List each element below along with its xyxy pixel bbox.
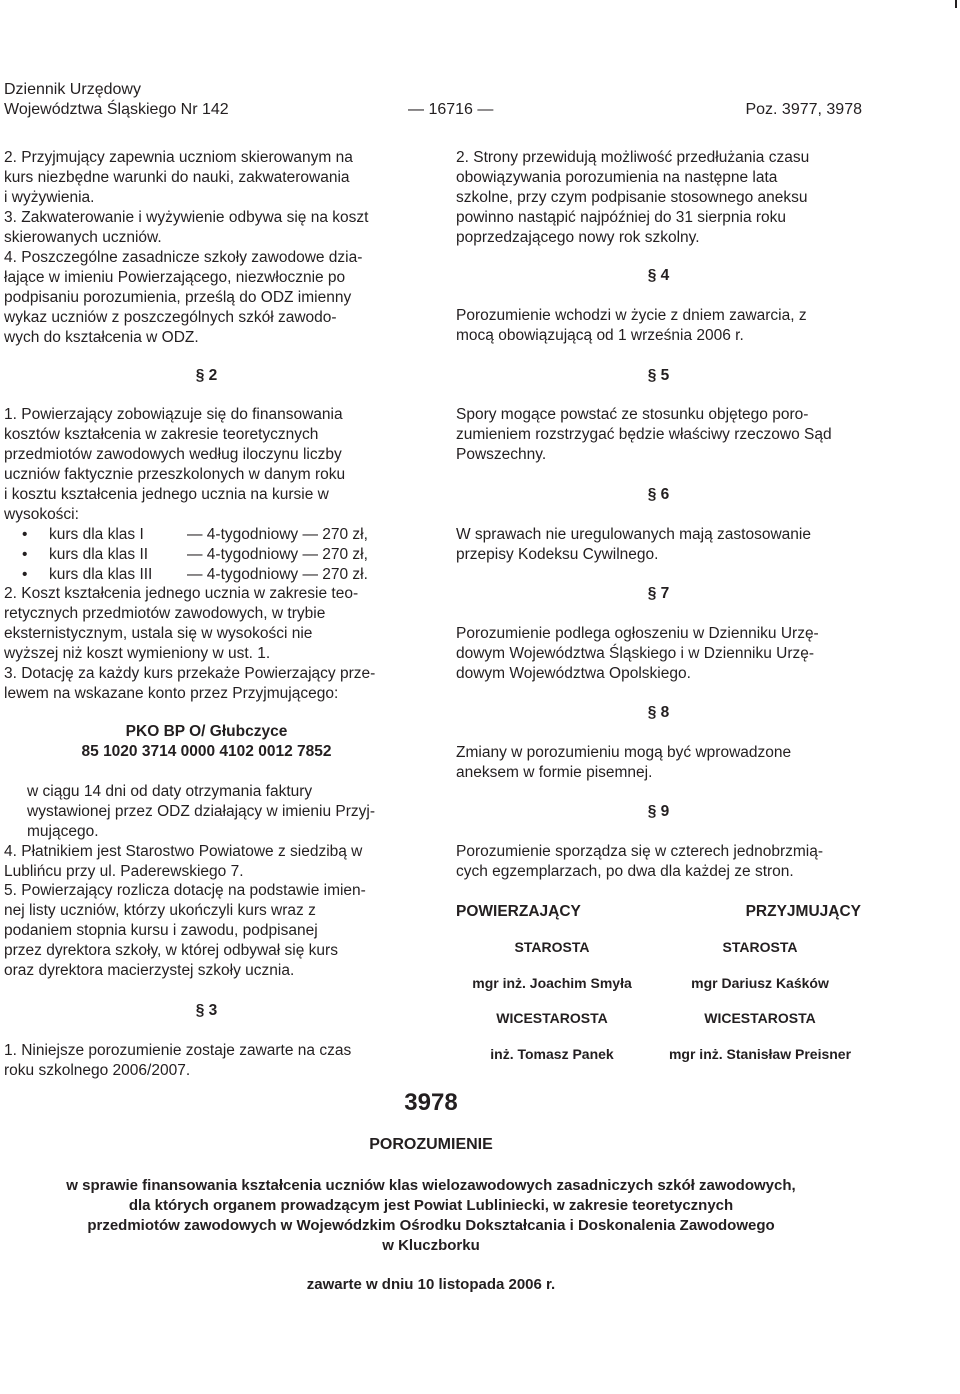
text-line: powinno nastąpić najpóźniej do 31 sierpnia roku bbox=[456, 209, 787, 226]
text-line: dla których organem prowadzącym jest Powiat Lubliniecki, w zakresie teoretycznych bbox=[128, 1197, 734, 1214]
text-line: kosztów kształcenia w zakresie teoretycznych bbox=[4, 426, 319, 443]
text-line: nej listy uczniów, którzy ukończyli kurs wraz z bbox=[4, 902, 316, 919]
text-line: łające w imieniu Powierzającego, niezwłocznie po bbox=[4, 269, 346, 286]
position-number: Poz. 3977, 3978 bbox=[745, 101, 862, 118]
text-line: wykaz uczniów z poszczególnych szkół zawodo- bbox=[4, 309, 337, 326]
text-line: 1. Powierzający zobowiązuje się do finansowania bbox=[4, 406, 343, 423]
act-subject bbox=[0, 1176, 862, 1256]
act-title: POROZUMIENIE bbox=[369, 1136, 493, 1153]
text-line: roku szkolnego 2006/2007. bbox=[4, 1062, 191, 1079]
course-name: kurs dla klas III bbox=[49, 566, 153, 583]
text-line: Spory mogące powstać ze stosunku objętego poro- bbox=[456, 406, 809, 423]
left-signatory-title: STAROSTA bbox=[514, 939, 590, 955]
text-line: Powszechny. bbox=[456, 446, 547, 463]
section-3-paragraph-1 bbox=[4, 1041, 351, 1081]
text-line: 2. Koszt kształcenia jednego ucznia w zakresie teo- bbox=[4, 585, 359, 602]
section-2-heading: § 2 bbox=[195, 367, 218, 384]
text-line: eksternistycznym, ustala się w wysokości nie bbox=[4, 625, 313, 642]
text-line: kurs niezbędne warunki do nauki, zakwaterowania bbox=[4, 169, 350, 186]
text-line: Lublińcu przy ul. Paderewskiego 7. bbox=[4, 863, 244, 880]
section-9-heading: § 9 bbox=[647, 803, 670, 820]
right-signatory-title: STAROSTA bbox=[722, 939, 798, 955]
text-line: obowiązywania porozumienia na następne lata bbox=[456, 169, 778, 186]
text-line: Porozumienie wchodzi w życie z dniem zawarcia, z bbox=[456, 307, 807, 324]
left-paragraph-3 bbox=[4, 208, 368, 248]
text-line: 1. Niniejsze porozumienie zostaje zawarte na czas bbox=[4, 1042, 352, 1059]
text-line: Zmiany w porozumieniu mogą być wprowadzone bbox=[456, 744, 792, 761]
bank-account-number: 85 1020 3714 0000 4102 0012 7852 bbox=[81, 743, 332, 760]
text-line: oraz dyrektora macierzystej szkoły ucznia. bbox=[4, 962, 295, 979]
text-line: Porozumienie podlega ogłoszeniu w Dzienniku Urzę- bbox=[456, 625, 819, 642]
text-line: w ciągu 14 dni od daty otrzymania faktury bbox=[27, 783, 313, 800]
text-line: 5. Powierzający rozlicza dotację na podstawie imien- bbox=[4, 882, 366, 899]
text-line: 2. Strony przewidują możliwość przedłużania czasu bbox=[456, 149, 810, 166]
left-paragraph-4 bbox=[4, 248, 362, 348]
section-6-text bbox=[456, 525, 811, 565]
text-line: szkolne, przy czym podpisanie stosownego aneksu bbox=[456, 189, 808, 206]
section-5-heading: § 5 bbox=[647, 367, 670, 384]
left-signatory-name-2: inż. Tomasz Panek bbox=[490, 1046, 614, 1062]
text-line: zumieniem rozstrzygać będzie właściwy rzeczowo Sąd bbox=[456, 426, 832, 443]
text-line: przez dyrektora szkoły, w której odbywał się kurs bbox=[4, 942, 338, 959]
text-line: wyższej niż koszt wymieniony w ust. 1. bbox=[4, 645, 271, 662]
text-line: Porozumienie sporządza się w czterech jednobrzmią- bbox=[456, 843, 823, 860]
section-4-text bbox=[456, 306, 807, 346]
section-5-text bbox=[456, 405, 832, 465]
section-8-heading: § 8 bbox=[647, 704, 670, 721]
page-number: — 16716 — bbox=[408, 101, 494, 118]
course-name: kurs dla klas I bbox=[49, 526, 144, 543]
text-line: wych do kształcenia w ODZ. bbox=[4, 329, 199, 346]
right-signatory-name: mgr Dariusz Kaśków bbox=[691, 975, 829, 991]
section-2-paragraph-3 bbox=[4, 664, 375, 704]
course-cost: — 4-tygodniowy — 270 zł, bbox=[187, 546, 368, 563]
text-line: przepisy Kodeksu Cywilnego. bbox=[456, 546, 659, 563]
text-line: i wyżywienia. bbox=[4, 189, 95, 206]
section-7-text bbox=[456, 624, 819, 684]
course-name: kurs dla klas II bbox=[49, 546, 149, 563]
text-line: mującego. bbox=[27, 823, 99, 840]
act-date: zawarte w dniu 10 listopada 2006 r. bbox=[306, 1276, 556, 1293]
text-line: lewem na wskazane konto przez Przyjmującego: bbox=[4, 685, 339, 702]
text-line: wysokości: bbox=[4, 506, 79, 523]
text-line: poprzedzającego nowy rok szkolny. bbox=[456, 229, 700, 246]
section-2-paragraph-1 bbox=[4, 405, 345, 525]
text-line: przedmiotów zawodowych w Wojewódzkim Ośrodku Dokształcania i Doskonalenia Zawodowego bbox=[87, 1217, 775, 1234]
section-8-text bbox=[456, 743, 791, 783]
section-2-paragraph-4 bbox=[4, 842, 362, 882]
text-line: i kosztu kształcenia jednego ucznia na kursie w bbox=[4, 486, 329, 503]
bullet-icon: • bbox=[22, 546, 28, 563]
left-paragraph-2 bbox=[4, 148, 353, 208]
section-3-heading: § 3 bbox=[195, 1002, 218, 1019]
left-signatory-name: mgr inż. Joachim Smyła bbox=[472, 975, 632, 991]
text-line: w Kluczborku bbox=[382, 1237, 480, 1254]
left-signatory-title-2: WICESTAROSTA bbox=[496, 1010, 608, 1026]
text-line: uczniów faktycznie przeszkolonych w danym roku bbox=[4, 466, 346, 483]
section-2-paragraph-5 bbox=[4, 881, 366, 981]
section-2-paragraph-2 bbox=[4, 584, 358, 664]
text-line: skierowanych uczniów. bbox=[4, 229, 162, 246]
payment-deadline-text bbox=[27, 782, 375, 842]
text-line: dowym Województwa Śląskiego i w Dzienniku Urzę- bbox=[456, 645, 815, 662]
text-line: wystawionej przez ODZ działający w imieniu Przyj- bbox=[27, 803, 375, 820]
right-signatory-name-2: mgr inż. Stanisław Preisner bbox=[668, 1046, 852, 1062]
text-line: w sprawie finansowania kształcenia uczniów klas wielozawodowych zasadniczych szkół zawodowych, bbox=[66, 1177, 796, 1194]
right-party-label: PRZYJMUJĄCY bbox=[745, 903, 861, 920]
text-line: przedmiotów zawodowych według iloczynu liczby bbox=[4, 446, 342, 463]
text-line: 3. Zakwaterowanie i wyżywienie odbywa się na koszt bbox=[4, 209, 369, 226]
text-line: 4. Płatnikiem jest Starostwo Powiatowe z siedzibą w bbox=[4, 843, 363, 860]
text-line: retycznych przedmiotów zawodowych, w trybie bbox=[4, 605, 326, 622]
journal-title-line1: Dziennik Urzędowy bbox=[4, 81, 141, 98]
text-line: mocą obowiązującą od 1 września 2006 r. bbox=[456, 327, 744, 344]
bank-name: PKO BP O/ Głubczyce bbox=[125, 723, 288, 740]
bullet-icon: • bbox=[22, 526, 28, 543]
page-corner-mark bbox=[955, 0, 957, 8]
right-signatory-title-2: WICESTAROSTA bbox=[704, 1010, 816, 1026]
text-line: podpisaniu porozumienia, prześlą do ODZ imienny bbox=[4, 289, 352, 306]
text-line: 3. Dotację za każdy kurs przekaże Powierzający prze- bbox=[4, 665, 376, 682]
text-line: W sprawach nie uregulowanych mają zastosowanie bbox=[456, 526, 811, 543]
text-line: 4. Poszczególne zasadnicze szkoły zawodowe dzia- bbox=[4, 249, 363, 266]
section-6-heading: § 6 bbox=[647, 486, 670, 503]
course-cost: — 4-tygodniowy — 270 zł, bbox=[187, 526, 368, 543]
section-4-heading: § 4 bbox=[647, 267, 670, 284]
text-line: 2. Przyjmujący zapewnia uczniom skierowanym na bbox=[4, 149, 353, 166]
section-9-text bbox=[456, 842, 823, 882]
text-line: cych egzemplarzach, po dwa dla każdej ze stron. bbox=[456, 863, 794, 880]
text-line: dowym Województwa Opolskiego. bbox=[456, 665, 691, 682]
section-3-paragraph-2 bbox=[456, 148, 809, 248]
left-party-label: POWIERZAJĄCY bbox=[456, 903, 581, 920]
act-number: 3978 bbox=[404, 1089, 458, 1116]
section-7-heading: § 7 bbox=[647, 585, 670, 602]
journal-title-line2: Województwa Śląskiego Nr 142 bbox=[4, 101, 229, 118]
bullet-icon: • bbox=[22, 566, 28, 583]
text-line: podaniem stopnia kursu i zawodu, podpisanej bbox=[4, 922, 318, 939]
course-cost: — 4-tygodniowy — 270 zł. bbox=[187, 566, 368, 583]
text-line: aneksem w formie pisemnej. bbox=[456, 764, 653, 781]
